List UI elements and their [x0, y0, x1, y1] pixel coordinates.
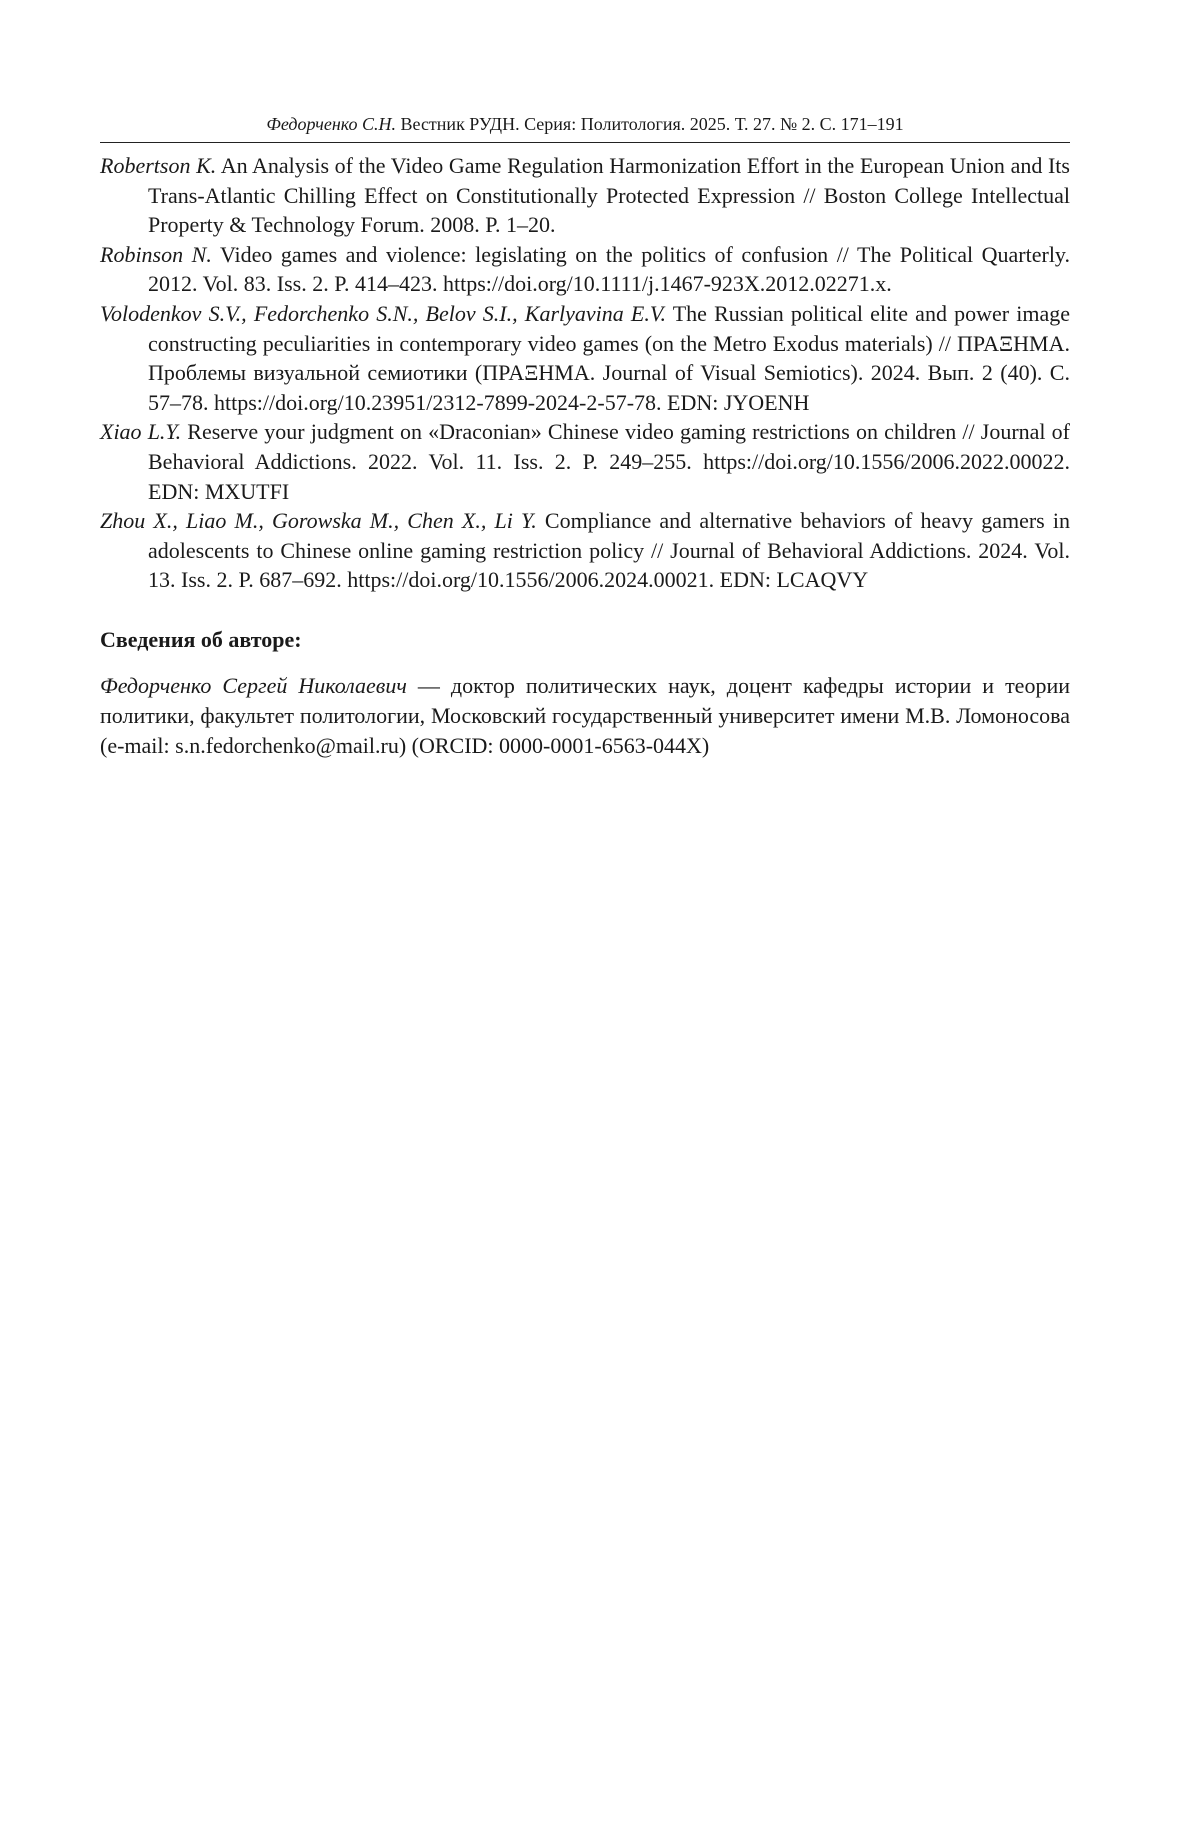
reference-authors: Robinson N. [100, 241, 212, 267]
reference-text: Video games and violence: legislating on the politics of confusion // The Political Quarterly. 2012. Vol. 83. Iss. 2. P. 414–423. https://doi.org/10.1111/j.1467-923X.2012.02271.x. [148, 241, 1070, 297]
reference-authors: Robertson K. [100, 153, 217, 178]
page [100, 112, 1070, 761]
author-name: Федорченко Сергей Николаевич [100, 672, 407, 698]
reference-list [100, 151, 1070, 595]
reference-item [100, 417, 1070, 506]
reference-text: Compliance and alternative behaviors of heavy gamers in adolescents to Chinese online gaming restriction policy // Journal of Behavioral Addictions. 2024. Vol. 13. Iss. 2. P. 687–692. https://doi.org/10.1556/2006.2024.00021. EDN: LCAQVY [148, 508, 1071, 593]
author-info-paragraph [100, 671, 1070, 761]
reference-text: An Analysis of the Video Game Regulation Harmonization Effort in the European Union and Its Trans-Atlantic Chilling Effect on Constitutionally Protected Expression // Boston College Intellectual Property & Technology Forum. 2008. P. 1–20. [148, 153, 1070, 238]
reference-authors: Volodenkov S.V., Fedorchenko S.N., Belov S.I., Karlyavina E.V. [100, 300, 666, 326]
reference-item [100, 506, 1070, 595]
author-details: — доктор политических наук, доцент кафедры истории и теории политики, факультет политологии, Московский государственный университет имени М.В. Ломоносова (e-mail: s.n.fedorchenko@mail.ru) (ORCID: 0000-0001-6563-044X) [100, 672, 1070, 758]
reference-authors: Zhou X., Liao M., Gorowska M., Chen X., Li Y. [100, 508, 537, 534]
reference-text: The Russian political elite and power image constructing peculiarities in contemporary video games (on the Metro Exodus materials) // ΠΡΑΞΗΜΑ. Проблемы визуальной семиотики (ΠΡΑΞΗΜΑ. Journal of Visual Semiotics). 2024. Вып. 2 (40). С. 57–78. https://doi.org/10.23951/2312-7899-2024-2-57-78. EDN: JYOENH [148, 300, 1070, 415]
author-info-section [100, 625, 1070, 761]
reference-item [100, 299, 1070, 417]
running-head-citation: Вестник РУДН. Серия: Политология. 2025. Т. 27. № 2. С. 171–191 [396, 114, 904, 134]
running-head-author: Федорченко С.Н. [266, 114, 396, 134]
reference-text: Reserve your judgment on «Draconian» Chinese video gaming restrictions on children // Journal of Behavioral Addictions. 2022. Vol. 11. Iss. 2. P. 249–255. https://doi.org/10.1556/2006.2022.00022. EDN: MXUTFI [148, 419, 1070, 504]
running-head [100, 112, 1070, 143]
reference-item [100, 240, 1070, 299]
author-info-heading: Сведения об авторе: [100, 626, 302, 652]
reference-item [100, 151, 1070, 240]
reference-authors: Xiao L.Y. [100, 419, 182, 445]
